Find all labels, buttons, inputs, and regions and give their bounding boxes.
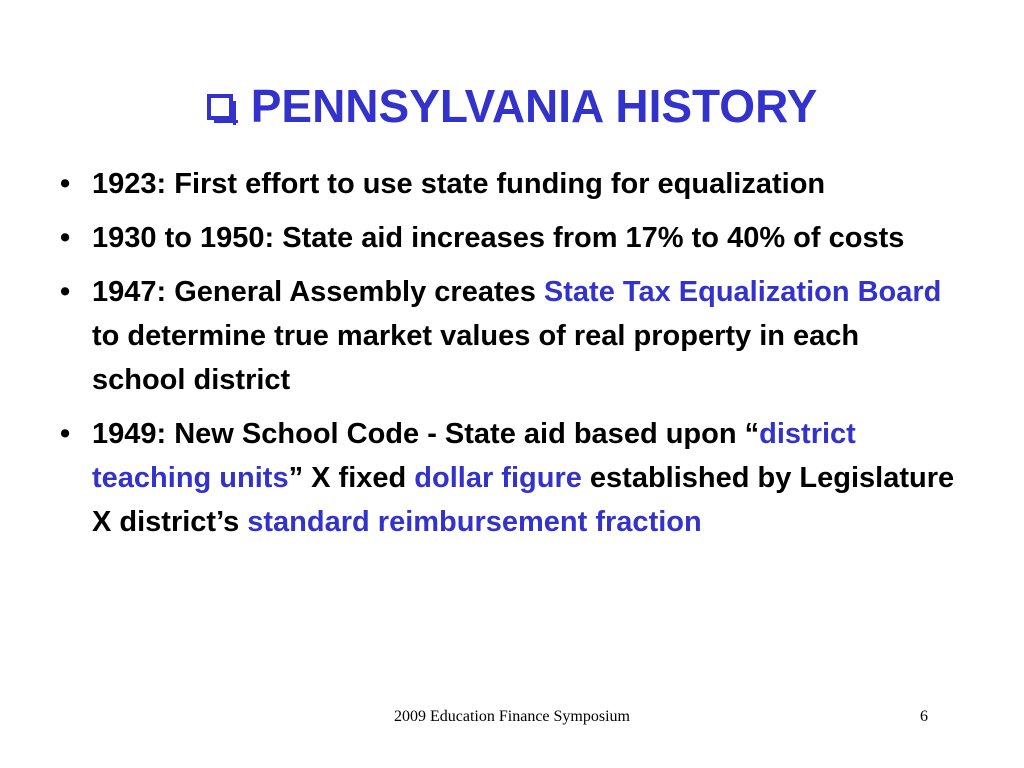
highlighted-term: dollar figure <box>414 462 582 494</box>
bullet-text: 1923: First effort to use state funding for equalization <box>92 168 826 200</box>
bullet-dot-icon: • <box>60 418 71 450</box>
bullet-dot-icon: • <box>60 222 71 254</box>
highlighted-term: district teaching units <box>92 418 856 494</box>
bullet-text: 1947: General Assembly creates <box>92 276 544 308</box>
footer-text: 2009 Education Finance Symposium <box>394 708 630 725</box>
highlighted-term: standard reimbursement fraction <box>247 506 702 538</box>
bullet-item <box>60 216 960 260</box>
hollow-square-bullet-icon <box>207 94 233 120</box>
slide-title-row <box>0 78 1024 134</box>
bullet-dot-icon: • <box>60 276 71 308</box>
bullet-text: to determine true market values of real property in each school district <box>92 320 860 396</box>
bullet-text: 1930 to 1950: State aid increases from 17% to 40% of costs <box>92 222 905 254</box>
bullet-item <box>60 412 960 544</box>
bullet-item <box>60 270 960 402</box>
bullet-dot-icon: • <box>60 168 71 200</box>
bullet-item <box>60 162 960 206</box>
bullet-text: established by Legislature X district’s <box>92 462 955 538</box>
highlighted-term: State Tax Equalization Board <box>543 276 942 308</box>
page-number: 6 <box>920 708 928 725</box>
bullet-text: 1949: New School Code - State aid based upon “ <box>92 418 760 450</box>
bullet-text: ” X fixed <box>288 462 415 494</box>
bullet-list <box>60 162 960 554</box>
slide-title: PENNSYLVANIA HISTORY <box>250 80 818 132</box>
